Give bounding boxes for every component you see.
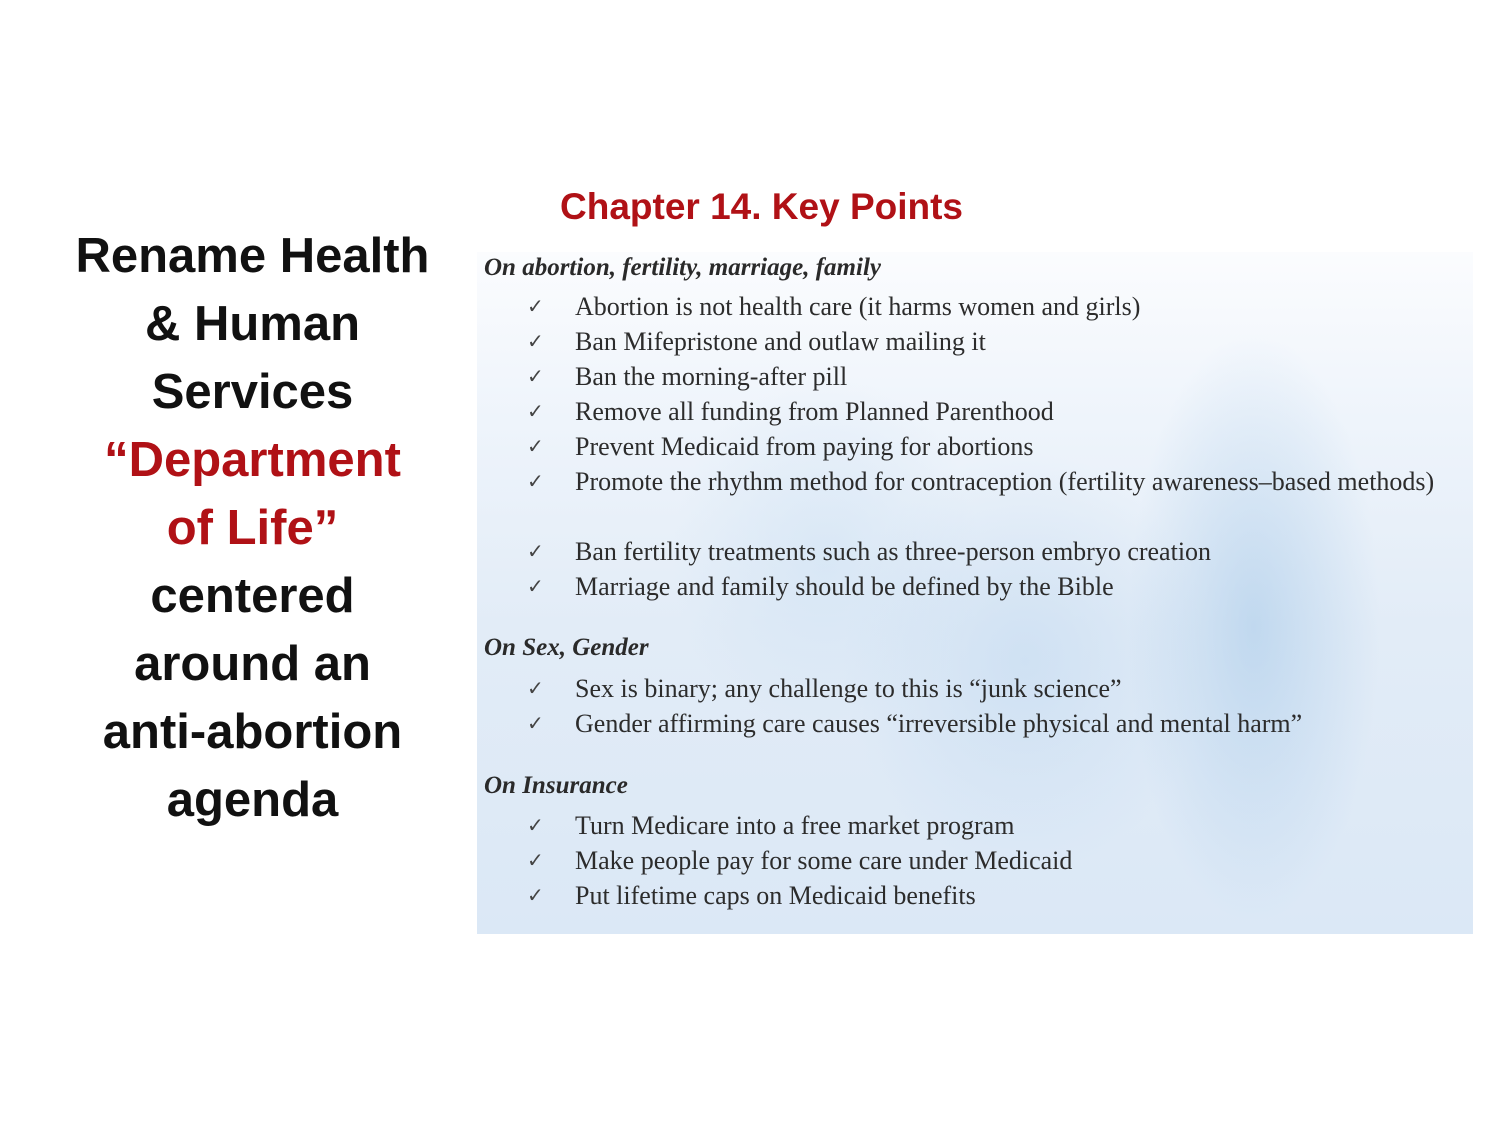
- chapter-heading: Chapter 14. Key Points: [560, 186, 964, 227]
- checkmark-icon: ✓: [527, 541, 544, 563]
- statement-line: Services: [151, 365, 354, 419]
- list-item-text: Sex is binary; any challenge to this is “junk science”: [575, 674, 1122, 703]
- list-item-text: Put lifetime caps on Medicaid benefits: [575, 881, 976, 910]
- checkmark-icon: ✓: [527, 366, 544, 388]
- list-item-text: Marriage and family should be defined by the Bible: [575, 572, 1114, 601]
- checkmark-icon: ✓: [527, 576, 544, 598]
- list-item-text: Gender affirming care causes “irreversible physical and mental harm”: [575, 709, 1303, 738]
- statement-line: Rename Health: [75, 229, 430, 283]
- checkmark-icon: ✓: [527, 436, 544, 458]
- left-statement: [50, 222, 455, 834]
- statement-line: around an: [134, 637, 371, 691]
- section-title-insurance: On Insurance: [484, 772, 628, 799]
- list-item-text: Turn Medicare into a free market program: [575, 811, 1015, 840]
- list-item-text: Abortion is not health care (it harms women and girls): [575, 292, 1141, 321]
- statement-line: agenda: [166, 773, 339, 827]
- department-name-line: “Department: [104, 433, 401, 487]
- checkmark-icon: ✓: [527, 815, 544, 837]
- list-item-text: Prevent Medicaid from paying for abortions: [575, 432, 1034, 461]
- list-item-text: Make people pay for some care under Medicaid: [575, 846, 1073, 875]
- section-title-sex-gender: On Sex, Gender: [484, 634, 649, 661]
- scanned-key-points: [477, 252, 1473, 934]
- checkmark-icon: ✓: [527, 296, 544, 318]
- checkmark-icon: ✓: [527, 713, 544, 735]
- checkmark-icon: ✓: [527, 885, 544, 907]
- statement-line: anti-abortion: [102, 705, 403, 759]
- list-item-text: Ban fertility treatments such as three-person embryo creation: [575, 537, 1212, 566]
- list-item-text: Ban the morning-after pill: [575, 362, 848, 391]
- department-name-line: of Life”: [166, 501, 339, 555]
- checkmark-icon: ✓: [527, 850, 544, 872]
- statement-line: centered: [150, 569, 355, 623]
- checkmark-icon: ✓: [527, 471, 544, 493]
- checkmark-icon: ✓: [527, 678, 544, 700]
- list-item-text: Promote the rhythm method for contraception (fertility awareness–based methods): [575, 467, 1435, 496]
- checkmark-icon: ✓: [527, 401, 544, 423]
- section-title-abortion: On abortion, fertility, marriage, family: [484, 254, 881, 281]
- checkmark-icon: ✓: [527, 331, 544, 353]
- list-item-text: Ban Mifepristone and outlaw mailing it: [575, 327, 986, 356]
- list-item-text: Remove all funding from Planned Parenthood: [575, 397, 1054, 426]
- statement-line: & Human: [144, 297, 361, 351]
